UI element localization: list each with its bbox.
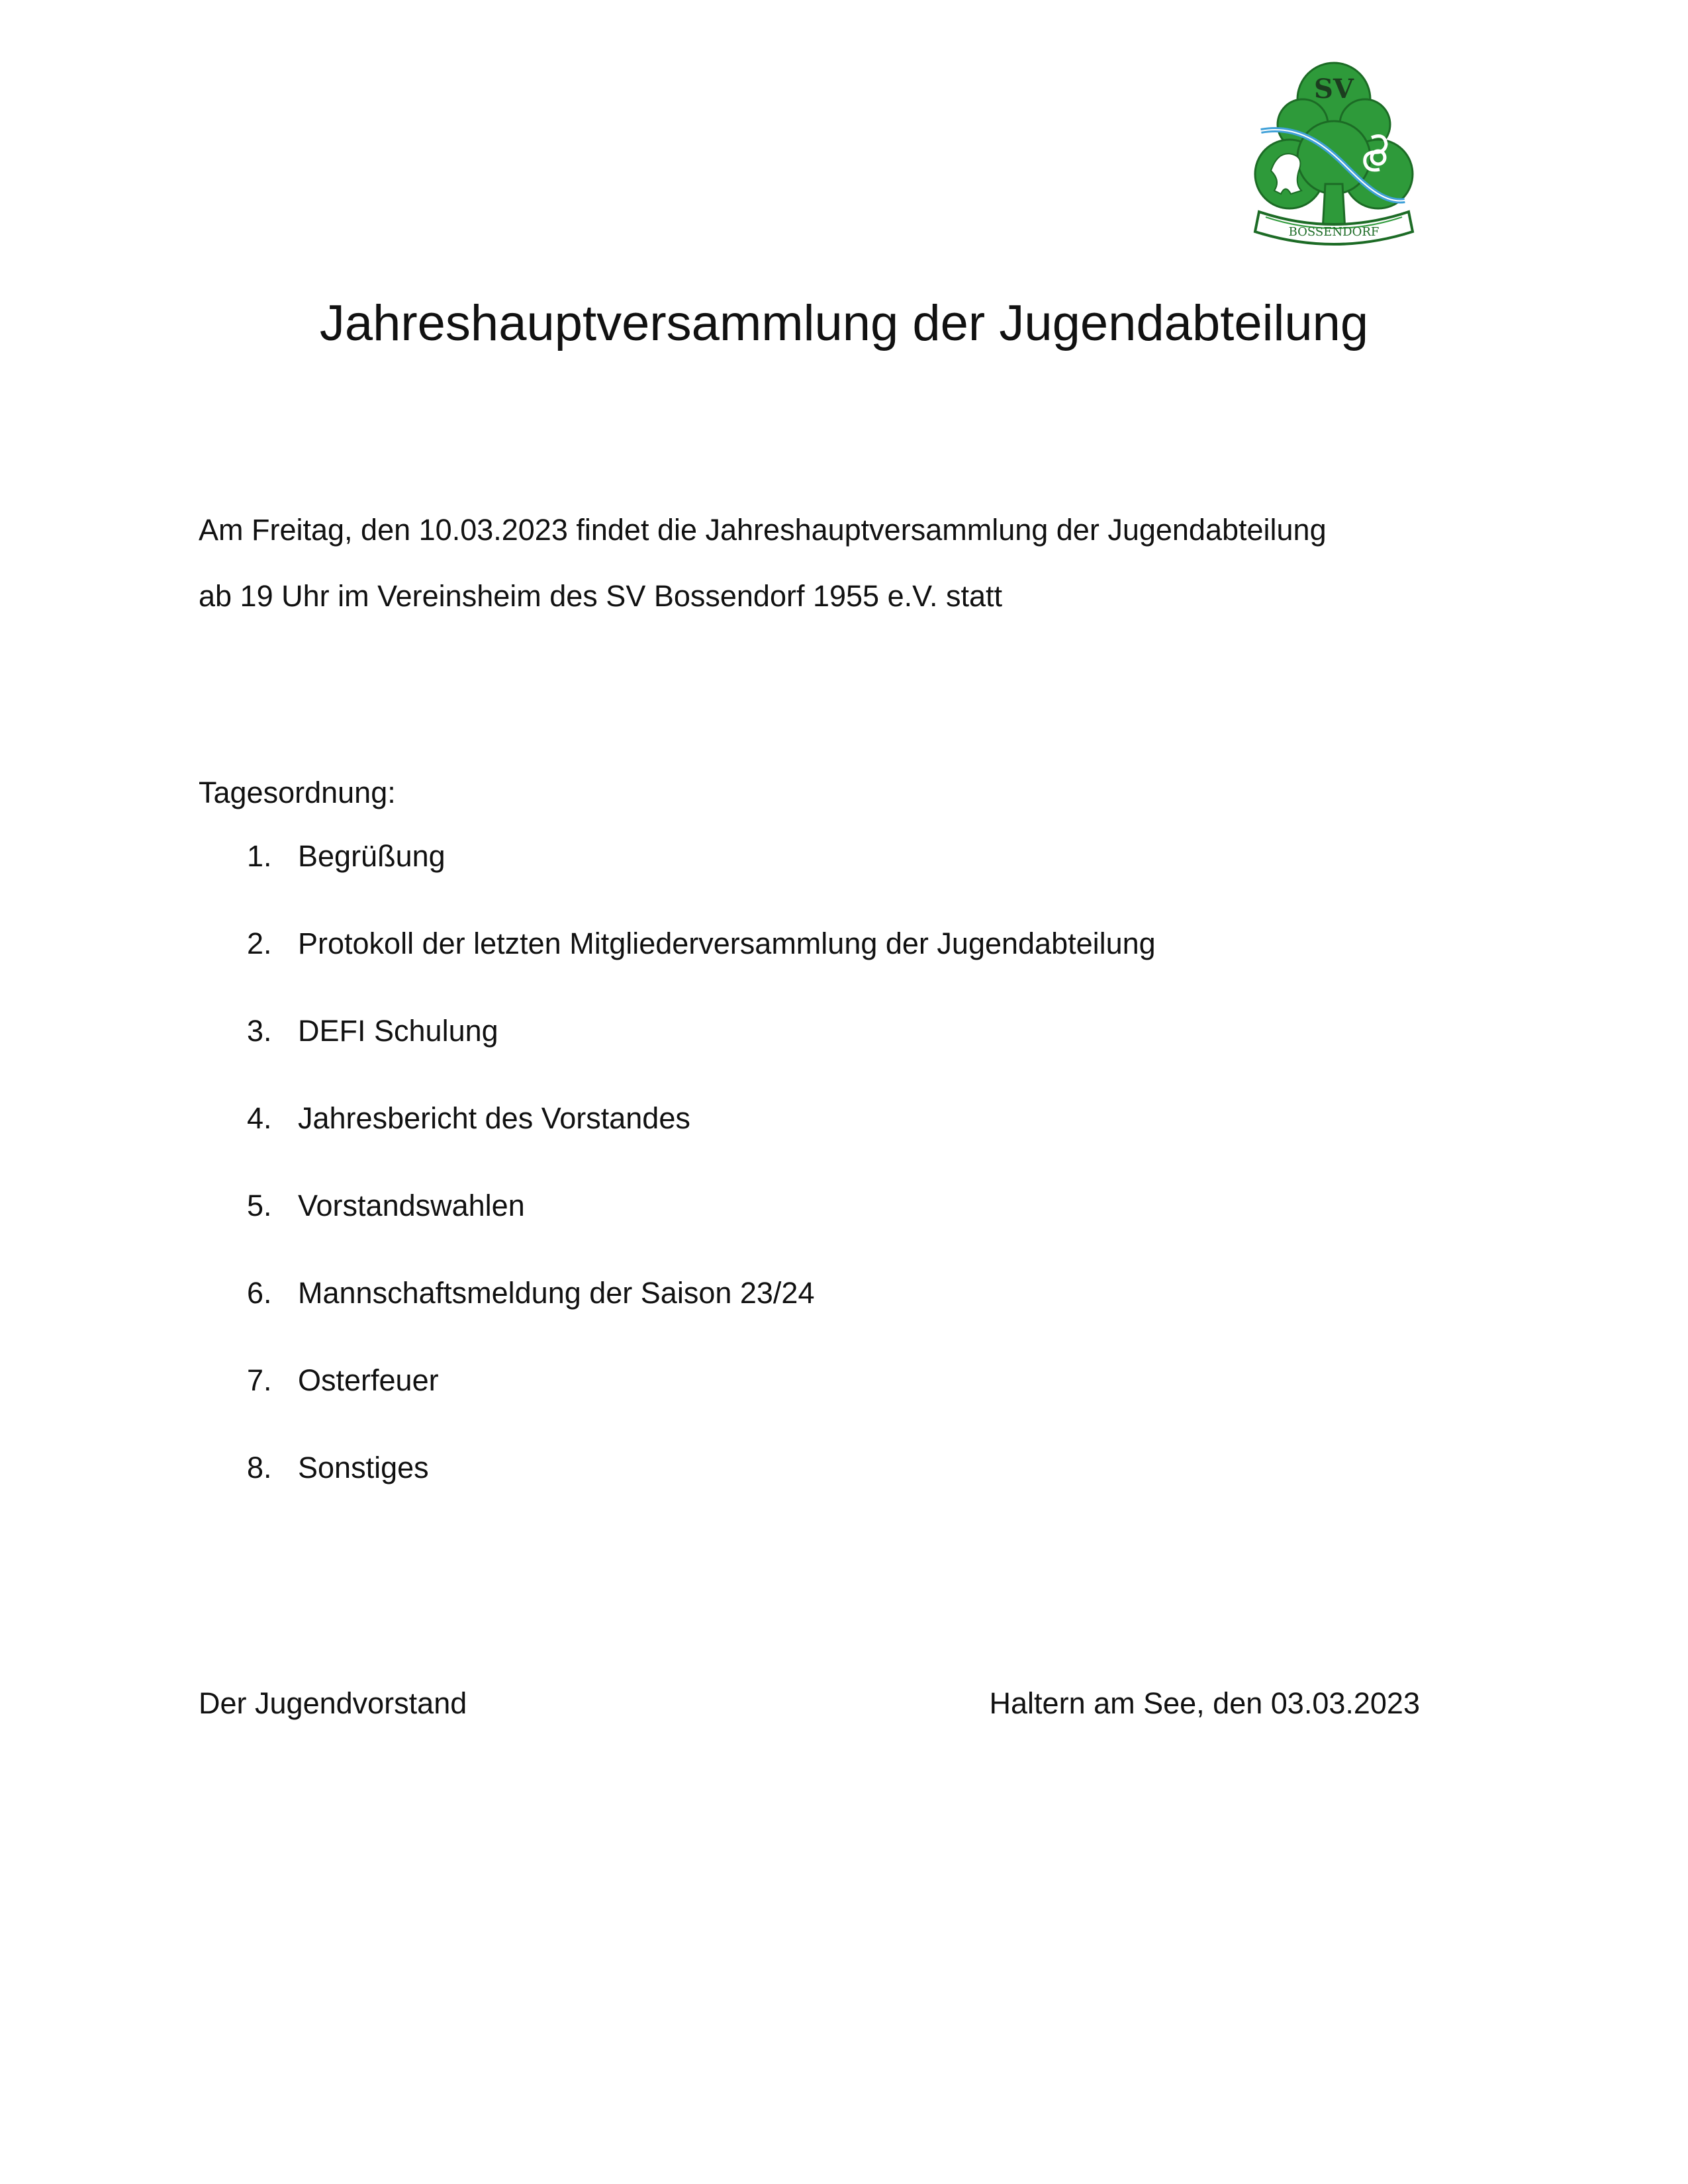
agenda-item-number: 7. [247,1363,272,1397]
agenda-item-text: Mannschaftsmeldung der Saison 23/24 [298,1276,815,1310]
intro-line-2: ab 19 Uhr im Vereinsheim des SV Bossendorf 1955 e.V. statt [199,579,1003,613]
svg-text:SV: SV [1314,73,1354,105]
agenda-item-number: 4. [247,1101,272,1135]
agenda-item-text: Jahresbericht des Vorstandes [298,1101,690,1135]
agenda-item-text: DEFI Schulung [298,1014,498,1048]
agenda-item-number: 5. [247,1189,272,1222]
club-crest-icon [1251,58,1417,263]
agenda-item-text: Protokoll der letzten Mitgliederversammlung der Jugendabteilung [298,927,1156,960]
agenda-item-number: 8. [247,1451,272,1484]
svg-text:BOSSENDORF: BOSSENDORF [1288,225,1380,239]
agenda-item-number: 2. [247,927,272,960]
agenda-item-number: 6. [247,1276,272,1310]
agenda-item-number: 3. [247,1014,272,1048]
agenda-item-text: Begrüßung [298,839,445,873]
agenda-item-text: Vorstandswahlen [298,1189,525,1222]
agenda-item-text: Sonstiges [298,1451,429,1484]
agenda-item-text: Osterfeuer [298,1363,439,1397]
page-title: Jahreshauptversammlung der Jugendabteilung [319,295,1369,351]
intro-line-1: Am Freitag, den 10.03.2023 findet die Jahreshauptversammlung der Jugendabteilung [199,513,1327,547]
place-date: Haltern am See, den 03.03.2023 [989,1686,1420,1720]
agenda-heading: Tagesordnung: [199,776,396,809]
signature: Der Jugendvorstand [199,1686,467,1720]
agenda-item-number: 1. [247,839,272,873]
